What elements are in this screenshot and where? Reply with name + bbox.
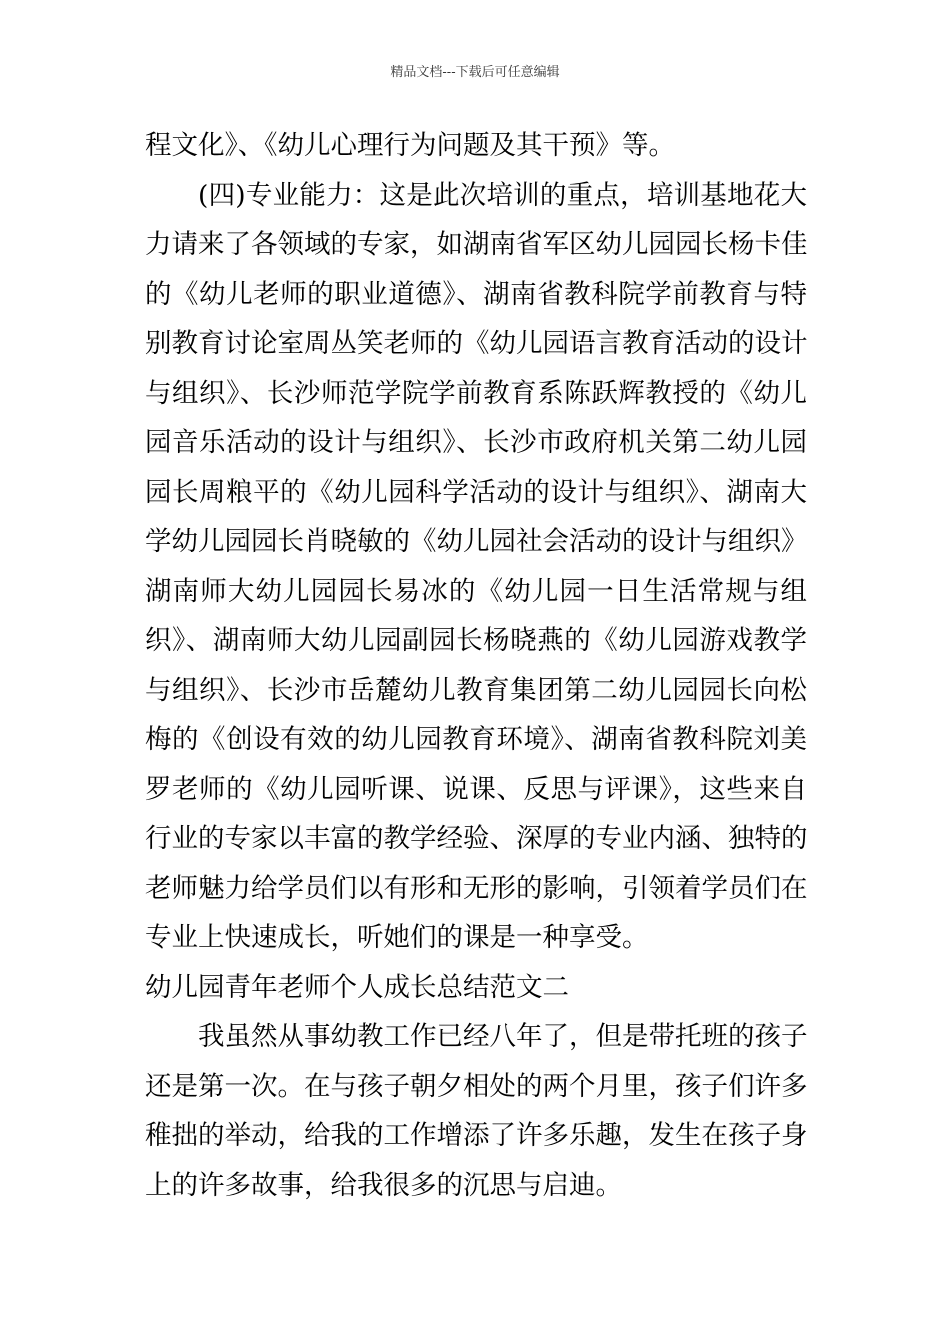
text-line: 程文化》、《幼儿心理行为问题及其干预》等。: [145, 130, 675, 161]
text-line: 行业的专家以丰富的教学经验、深厚的专业内涵、独特的: [145, 823, 808, 854]
text-line: (四)专业能力：这是此次培训的重点，培训基地花大: [198, 179, 807, 211]
text-line: 罗老师的《幼儿园听课、说课、反思与评课》，这些来自: [145, 773, 807, 805]
page-header: 精品文档---下载后可任意编辑: [390, 65, 560, 80]
text-line: 稚拙的举动，给我的工作增添了许多乐趣，发生在孩子身: [145, 1120, 808, 1151]
section-heading: 幼儿园青年老师个人成长总结范文二: [145, 971, 569, 1003]
text-line: 力请来了各领域的专家，如湖南省军区幼儿园园长杨卡佳: [145, 229, 808, 260]
text-line: 我虽然从事幼教工作已经八年了，但是带托班的孩子: [198, 1021, 808, 1052]
text-line: 学幼儿园园长肖晓敏的《幼儿园社会活动的设计与组织》: [145, 526, 808, 557]
text-line: 园音乐活动的设计与组织》、长沙市政府机关第二幼儿园: [145, 427, 807, 458]
text-line: 园长周粮平的《幼儿园科学活动的设计与组织》、湖南大: [145, 476, 807, 508]
text-line: 还是第一次。在与孩子朝夕相处的两个月里，孩子们许多: [145, 1070, 808, 1102]
document-body: [145, 121, 807, 1210]
text-line: 专业上快速成长，听她们的课是一种享受。: [145, 922, 649, 953]
text-line: 与组织》、长沙师范学院学前教育系陈跃辉教授的《幼儿: [145, 377, 807, 409]
text-line: 的《幼儿老师的职业道德》、湖南省教科院学前教育与特: [145, 278, 807, 310]
text-line: 老师魅力给学员们以有形和无形的影响，引领着学员们在: [145, 872, 808, 904]
text-line: 湖南师大幼儿园园长易冰的《幼儿园一日生活常规与组: [145, 575, 807, 607]
text-line: 与组织》、长沙市岳麓幼儿教育集团第二幼儿园园长向松: [145, 674, 807, 706]
text-line: 织》、湖南师大幼儿园副园长杨晓燕的《幼儿园游戏教学: [145, 625, 807, 656]
text-line: 别教育讨论室周丛笑老师的《幼儿园语言教育活动的设计: [145, 328, 808, 359]
text-line: 梅的《创设有效的幼儿园教育环境》、湖南省教科院刘美: [145, 724, 807, 755]
text-line: 上的许多故事，给我很多的沉思与启迪。: [145, 1169, 622, 1201]
